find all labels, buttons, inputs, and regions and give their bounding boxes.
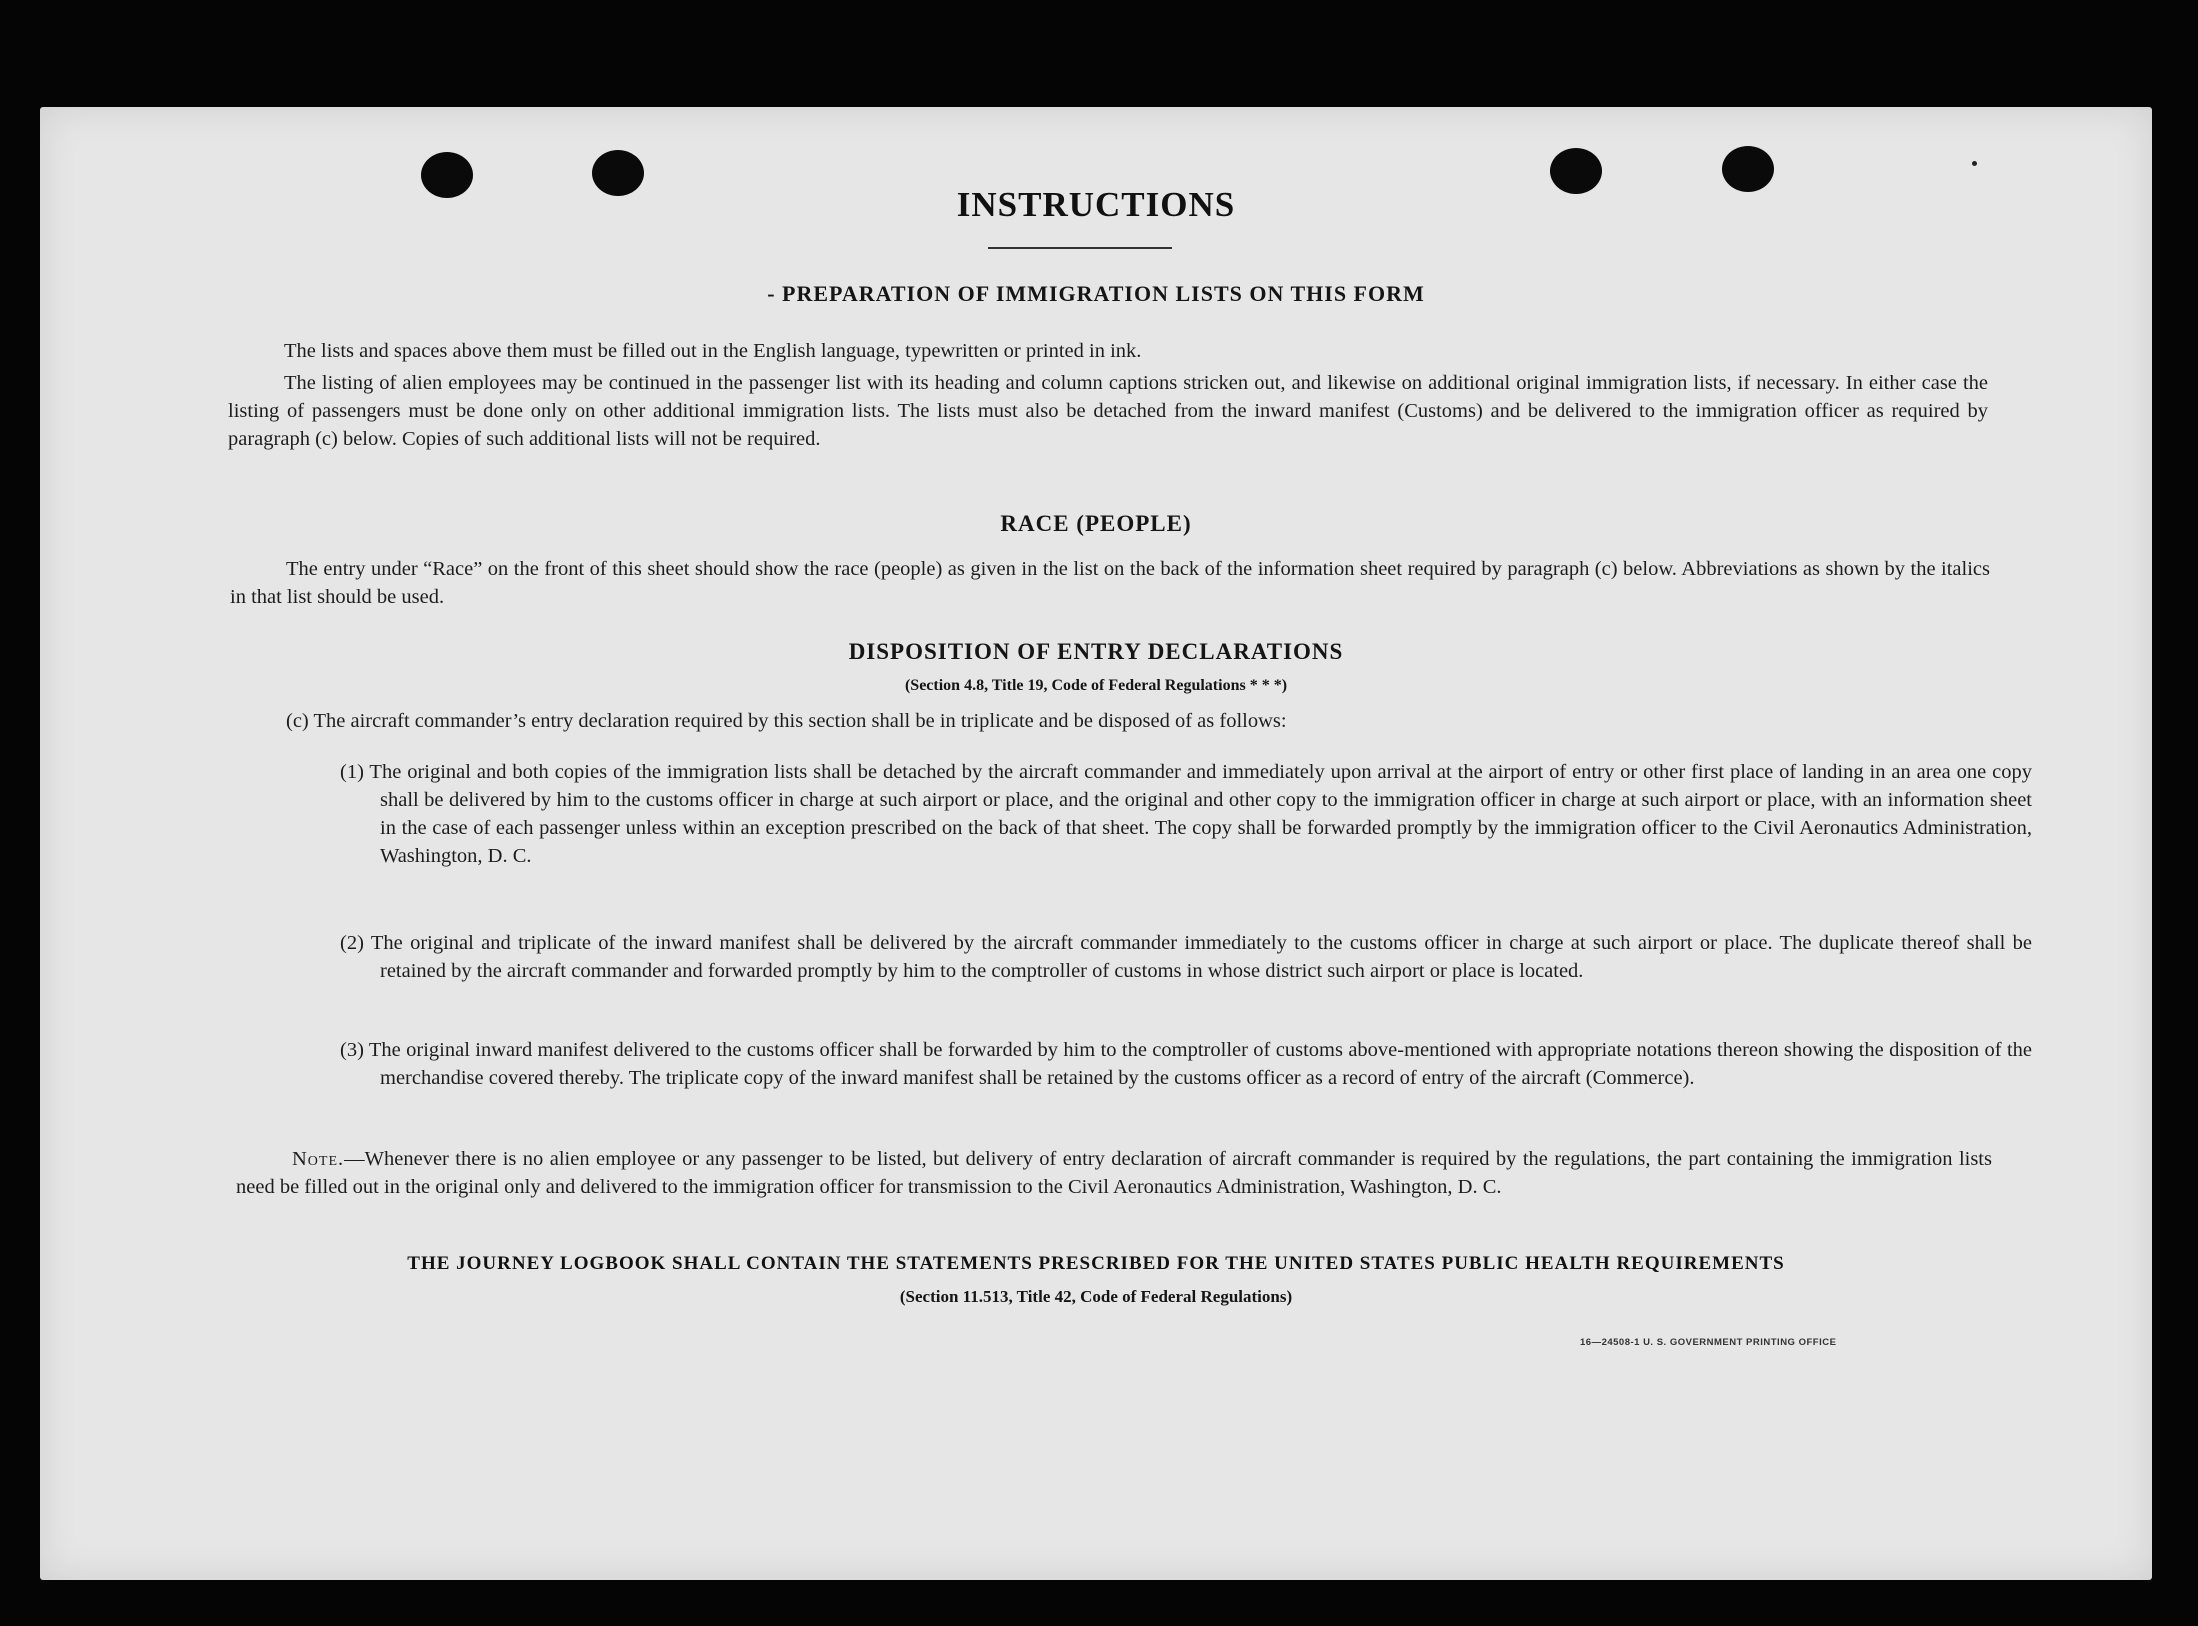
section-subheading-regulation: (Section 4.8, Title 19, Code of Federal Regulations * * *)	[904, 677, 1288, 694]
printer-imprint: 16—24508-1 U. S. GOVERNMENT PRINTING OFFICE	[1580, 1337, 1837, 1348]
list-item: (2) The original and triplicate of the inward manifest shall be delivered by the aircraft commander immediately to the customs officer in charge at such airport or place. The duplicate thereof shall be retained by the aircraft commander and forwarded promptly by him to the comptroller of customs in whose district such airport or place is located.	[340, 932, 2032, 982]
note-paragraph	[236, 1145, 1992, 1201]
footer-logbook-statement: THE JOURNEY LOGBOOK SHALL CONTAIN THE STATEMENTS PRESCRIBED FOR THE UNITED STATES PUBLIC HEALTH REQUIREMENTS	[407, 1253, 1785, 1274]
section-heading-race: RACE (PEOPLE)	[1000, 511, 1192, 536]
list-item: (1) The original and both copies of the immigration lists shall be detached by the aircraft commander and immediately upon arrival at the airport of entry or other first place of landing in an area one copy shall be delivered by him to the customs officer in charge at such airport or place, and the original and other copy to the immigration officer in charge at such airport or place, with an information sheet in the case of each passenger unless within an exception prescribed on the back of that sheet. The copy shall be forwarded promptly by the immigration officer to the Civil Aeronautics Administration, Washington, D. C.	[340, 761, 2032, 867]
document-page	[40, 107, 2152, 1580]
paragraph-disposition-intro: (c) The aircraft commander’s entry declaration required by this section shall be in triplicate and be disposed of as follows:	[286, 710, 1287, 732]
note-text: —Whenever there is no alien employee or any passenger to be listed, but delivery of entry declaration of aircraft commander is required by the regulations, the part containing the immigration lists need be filled out in the original only and delivered to the immigration officer for transmission to the Civil Aeronautics Administration, Washington, D. C.	[236, 1148, 1992, 1198]
note-label: Note.	[292, 1148, 345, 1170]
list-item: (3) The original inward manifest delivered to the customs officer shall be forwarded by him to the comptroller of customs above-mentioned with appropriate notations thereon showing the disposition of the merchandise covered thereby. The triplicate copy of the inward manifest shall be retained by the customs officer as a record of entry of the aircraft (Commerce).	[340, 1039, 2032, 1089]
title-rule	[988, 247, 1172, 249]
footer-regulation: (Section 11.513, Title 42, Code of Federal Regulations)	[899, 1287, 1293, 1306]
section-heading-immigration-lists: - PREPARATION OF IMMIGRATION LISTS ON THIS FORM	[767, 281, 1425, 306]
paragraph-language: The lists and spaces above them must be filled out in the English language, typewritten or printed in ink.	[284, 340, 1142, 362]
section-heading-disposition: DISPOSITION OF ENTRY DECLARATIONS	[848, 639, 1344, 664]
paragraph-alien-employees: The listing of alien employees may be continued in the passenger list with its heading and column captions stricken out, and likewise on additional original immigration lists, if necessary. In either case the listing of passengers must be done only on other additional immigration lists. The lists must also be detached from the inward manifest (Customs) and be delivered to the immigration officer as required by paragraph (c) below. Copies of such additional lists will not be required.	[228, 372, 1988, 450]
speck-mark	[1972, 161, 1977, 166]
page-title: INSTRUCTIONS	[956, 185, 1236, 224]
paragraph-race: The entry under “Race” on the front of this sheet should show the race (people) as given in the list on the back of the information sheet required by paragraph (c) below. Abbreviations as shown by the italics in that list should be used.	[230, 558, 1990, 608]
